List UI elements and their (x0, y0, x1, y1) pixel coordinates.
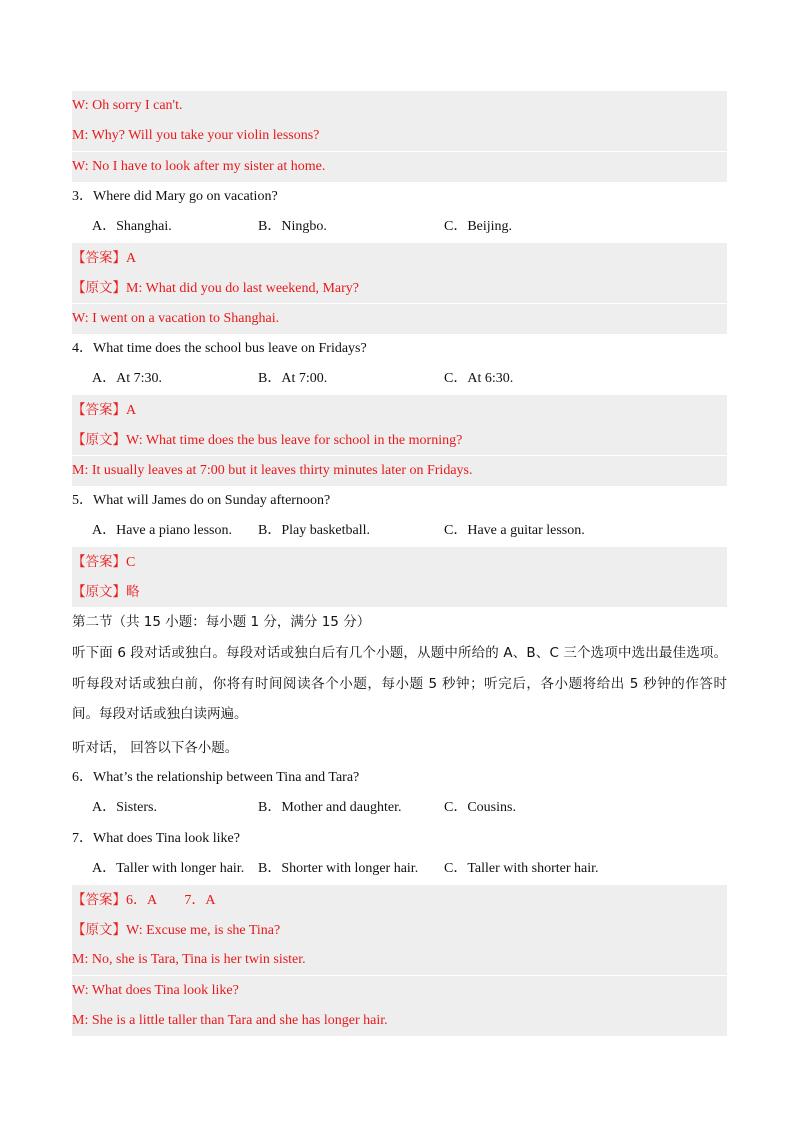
section-instructions: 听下面 6 段对话或独白。每段对话或独白后有几个小题，从题中所给的 A、B、C 三个选项中选出最佳选项。听每段对话或独白前，你将有时间阅读各个小题，每小题 5 秒钟；听完后，各小题将给出 5 秒钟的作答时间。每段对话或独白读两遍。 (72, 645, 727, 722)
answer-tag: 【答案】 (72, 892, 126, 908)
transcript-line: W: I went on a vacation to Shanghai. (72, 304, 727, 334)
option-a: A．Taller with longer hair. (92, 861, 245, 876)
option-b: B．Ningbo. (258, 219, 327, 234)
answer-line (72, 243, 727, 273)
option-b: B．Shorter with longer hair. (258, 861, 419, 876)
transcript-line: M: It usually leaves at 7:00 but it leaves thirty minutes later on Fridays. (72, 456, 727, 486)
answer-tag: 【答案】 (72, 250, 126, 266)
transcript-line: M: No, she is Tara, Tina is her twin sister. (72, 945, 727, 975)
transcript-line (72, 577, 727, 607)
question-4-options (72, 364, 727, 394)
transcript-line (72, 425, 727, 455)
transcript-line (72, 915, 727, 945)
transcript-text: W: Excuse me, is she Tina? (126, 923, 281, 938)
transcript-text: W: What time does the bus leave for school in the morning? (126, 433, 463, 448)
answer-value: 6．A 7．A (126, 893, 216, 908)
question-3: 3．Where did Mary go on vacation? (72, 189, 278, 204)
question-6-options (72, 793, 727, 823)
option-b: B．At 7:00. (258, 371, 328, 386)
option-c: C．At 6:30. (444, 371, 514, 386)
question-6: 6．What’s the relationship between Tina and Tara? (72, 770, 360, 785)
question-7-options (72, 854, 727, 884)
transcript-tag: 【原文】 (72, 432, 126, 448)
answer-value: A (126, 251, 137, 266)
option-c: C．Have a guitar lesson. (444, 523, 585, 538)
question-7: 7．What does Tina look like? (72, 831, 240, 846)
option-b: B．Mother and daughter. (258, 800, 402, 815)
answer-value: A (126, 403, 137, 418)
option-a: A．At 7:30. (92, 371, 162, 386)
answer-line (72, 395, 727, 425)
transcript-tag: 【原文】 (72, 584, 126, 600)
option-a: A．Have a piano lesson. (92, 523, 232, 538)
transcript-line: W: Oh sorry I can't. (72, 91, 727, 121)
listening-prompt: 听对话， 回答以下各小题。 (72, 740, 239, 756)
answer-line (72, 547, 727, 577)
answer-line (72, 885, 727, 915)
transcript-line: M: She is a little taller than Tara and she has longer hair. (72, 1006, 727, 1036)
option-c: C．Taller with shorter hair. (444, 861, 599, 876)
transcript-line: W: What does Tina look like? (72, 976, 727, 1006)
option-b: B．Play basketball. (258, 523, 370, 538)
transcript-tag: 【原文】 (72, 280, 126, 296)
answer-value: C (126, 555, 136, 570)
transcript-text: 略 (126, 584, 140, 600)
option-a: A．Sisters. (92, 800, 157, 815)
transcript-line (72, 273, 727, 303)
option-c: C．Beijing. (444, 219, 513, 234)
question-5-options (72, 516, 727, 546)
option-c: C．Cousins. (444, 800, 516, 815)
answer-tag: 【答案】 (72, 402, 126, 418)
section-heading: 第二节（共 15 小题：每小题 1 分，满分 15 分） (72, 614, 371, 630)
question-4: 4．What time does the school bus leave on Fridays? (72, 341, 367, 356)
question-5: 5．What will James do on Sunday afternoon? (72, 493, 331, 508)
option-a: A．Shanghai. (92, 219, 172, 234)
transcript-line: W: No I have to look after my sister at home. (72, 152, 727, 182)
answer-tag: 【答案】 (72, 554, 126, 570)
question-3-options (72, 212, 727, 242)
transcript-text: M: What did you do last weekend, Mary? (126, 281, 360, 296)
transcript-tag: 【原文】 (72, 922, 126, 938)
transcript-line: M: Why? Will you take your violin lessons? (72, 121, 727, 151)
